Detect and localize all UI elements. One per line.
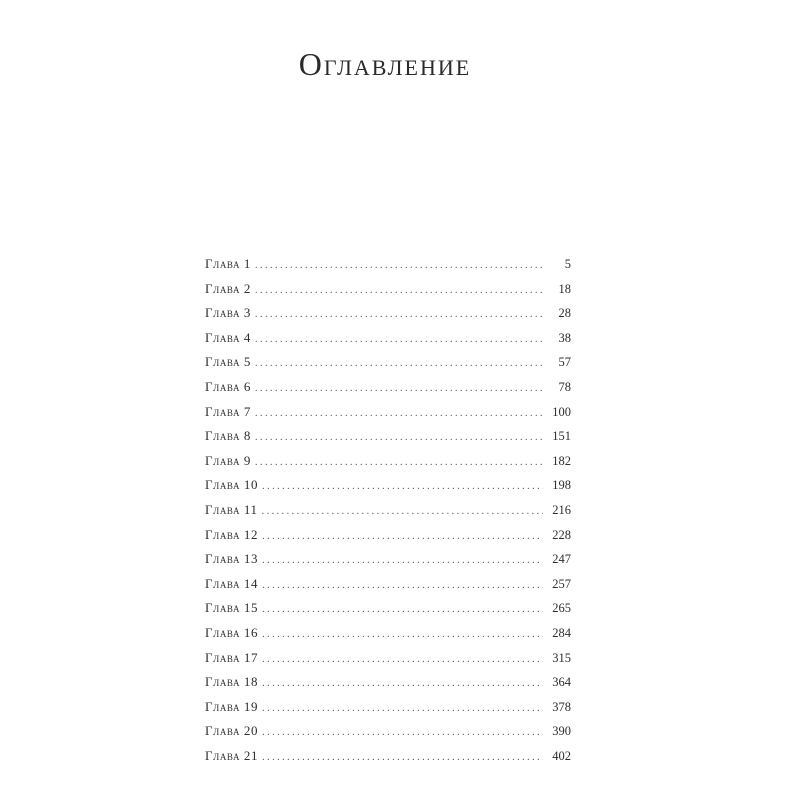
toc-entry[interactable] [205,354,571,379]
toc-chapter-label: Глава 14 [205,575,259,591]
toc-page-number: 228 [552,527,571,542]
toc-chapter-label: Глава 21 [205,747,259,763]
toc-leader-dots [255,309,543,320]
toc-entry[interactable] [205,379,571,404]
toc-page-number: 28 [558,306,571,321]
toc-entry[interactable] [205,281,571,306]
toc-entry[interactable] [205,256,571,281]
toc-entry[interactable] [205,576,571,601]
toc-page-number: 257 [552,576,571,591]
toc-entry[interactable] [205,477,571,502]
toc-entry[interactable] [205,748,571,773]
toc-chapter-label: Глава 5 [205,354,252,370]
toc-chapter-label: Глава 8 [205,428,252,444]
toc-entry[interactable] [205,723,571,748]
toc-leader-dots [255,408,543,419]
toc-leader-dots [262,531,543,542]
toc-entry[interactable] [205,650,571,675]
toc-chapter-label: Глава 17 [205,649,259,665]
toc-entry[interactable] [205,600,571,625]
toc-chapter-label: Глава 10 [205,477,259,493]
toc-leader-dots [262,703,543,714]
toc-entry[interactable] [205,428,571,453]
toc-page-number: 100 [552,404,571,419]
toc-page-number: 151 [552,429,571,444]
toc-chapter-label: Глава 4 [205,329,252,345]
toc-chapter-label: Глава 13 [205,551,259,567]
page-title: Оглавление [298,46,472,82]
toc-chapter-label: Глава 18 [205,674,259,690]
toc-page-number: 284 [552,625,571,640]
toc-page-number: 390 [552,724,571,739]
table-of-contents [205,256,571,772]
toc-page-number: 38 [558,330,571,345]
toc-chapter-label: Глава 1 [205,256,252,271]
toc-entry[interactable] [205,330,571,355]
toc-leader-dots [262,604,543,615]
toc-leader-dots [262,580,543,591]
toc-chapter-label: Глава 3 [205,305,252,321]
toc-leader-dots [255,358,543,369]
toc-chapter-label: Глава 9 [205,452,252,468]
toc-chapter-label: Глава 15 [205,600,259,616]
toc-leader-dots [255,334,543,345]
toc-page-number: 265 [552,601,571,616]
toc-page-number: 198 [552,478,571,493]
toc-leader-dots [262,654,543,665]
toc-chapter-label: Глава 6 [205,378,252,394]
toc-page-number: 247 [552,552,571,567]
toc-chapter-label: Глава 19 [205,698,259,714]
toc-leader-dots [262,555,543,566]
toc-leader-dots [255,260,543,271]
toc-page-number: 378 [552,699,571,714]
toc-page-number: 18 [558,281,571,296]
toc-page-number: 5 [564,257,571,271]
toc-entry[interactable] [205,404,571,429]
toc-leader-dots [262,727,543,738]
toc-entry[interactable] [205,502,571,527]
toc-leader-dots [262,752,543,763]
toc-chapter-label: Глава 16 [205,624,259,640]
toc-page-number: 78 [558,379,571,394]
toc-chapter-label: Глава 12 [205,526,259,542]
toc-entry[interactable] [205,699,571,724]
toc-leader-dots [262,629,543,640]
toc-entry[interactable] [205,625,571,650]
toc-leader-dots [255,383,543,394]
toc-entry[interactable] [205,551,571,576]
toc-page-number: 182 [552,453,571,468]
toc-page-number: 57 [558,355,571,370]
toc-leader-dots [255,285,543,296]
toc-chapter-label: Глава 20 [205,723,259,739]
toc-page-number: 216 [552,502,571,517]
toc-leader-dots [262,678,543,689]
toc-leader-dots [262,481,543,492]
toc-entry[interactable] [205,305,571,330]
toc-chapter-label: Глава 2 [205,280,252,296]
toc-page-number: 315 [552,650,571,665]
toc-leader-dots [255,432,543,443]
toc-page-number: 402 [552,748,571,763]
toc-page-number: 364 [552,675,571,690]
toc-entry[interactable] [205,453,571,478]
toc-leader-dots [255,457,543,468]
toc-chapter-label: Глава 7 [205,403,252,419]
toc-entry[interactable] [205,674,571,699]
toc-chapter-label: Глава 11 [205,501,258,517]
toc-entry[interactable] [205,527,571,552]
toc-leader-dots [262,506,543,517]
